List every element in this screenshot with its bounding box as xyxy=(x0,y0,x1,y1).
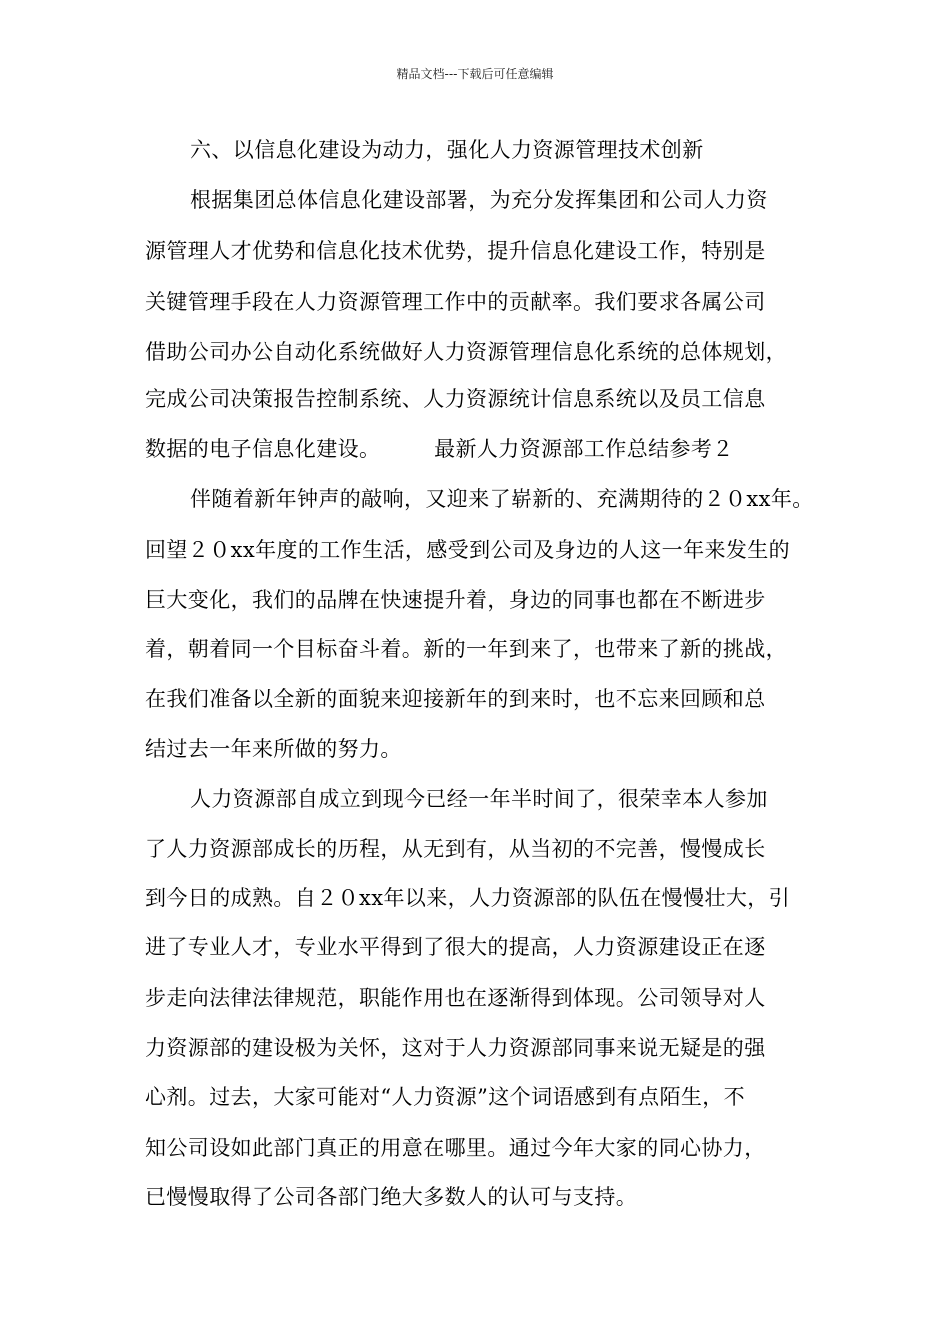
paragraph-line: 在我们准备以全新的面貌来迎接新年的到来时，也不忘来回顾和总 xyxy=(145,687,766,711)
page-header: 精品文档---下载后可任意编辑 xyxy=(396,67,554,81)
paragraph-line: 到今日的成熟。自２０xx年以来，人力资源部的队伍在慢慢壮大，引 xyxy=(145,886,791,910)
paragraph-line: 伴随着新年钟声的敲响，又迎来了崭新的、充满期待的２０xx年。 xyxy=(190,487,814,511)
paragraph-line: 数据的电子信息化建设。 最新人力资源部工作总结参考２ xyxy=(145,437,734,461)
paragraph-line: 着，朝着同一个目标奋斗着。新的一年到来了，也带来了新的挑战， xyxy=(145,637,787,661)
paragraph-line: 步走向法律法律规范，职能作用也在逐渐得到体现。公司领导对人 xyxy=(145,986,766,1010)
paragraph-line: 知公司设如此部门真正的用意在哪里。通过今年大家的同心协力， xyxy=(145,1136,766,1160)
section-heading: 六、以信息化建设为动力，强化人力资源管理技术创新 xyxy=(190,138,704,162)
paragraph-line: 人力资源部自成立到现今已经一年半时间了，很荣幸本人参加 xyxy=(190,787,768,811)
paragraph-line: 完成公司决策报告控制系统、人力资源统计信息系统以及员工信息 xyxy=(145,387,766,411)
paragraph-line: 巨大变化，我们的品牌在快速提升着，身边的同事也都在不断进步 xyxy=(145,588,766,612)
paragraph-line: 了人力资源部成长的历程，从无到有，从当初的不完善，慢慢成长 xyxy=(145,837,766,861)
paragraph-line: 结过去一年来所做的努力。 xyxy=(145,737,402,761)
paragraph-line: 心剂。过去，大家可能对“人力资源”这个词语感到有点陌生，不 xyxy=(145,1085,746,1109)
paragraph-line: 回望２０xx年度的工作生活，感受到公司及身边的人这一年来发生的 xyxy=(145,538,791,562)
paragraph-line: 已慢慢取得了公司各部门绝大多数人的认可与支持。 xyxy=(145,1185,638,1209)
paragraph-line: 借助公司办公自动化系统做好人力资源管理信息化系统的总体规划， xyxy=(145,340,787,364)
paragraph-line: 关键管理手段在人力资源管理工作中的贡献率。我们要求各属公司 xyxy=(145,290,766,314)
paragraph-line: 根据集团总体信息化建设部署，为充分发挥集团和公司人力资 xyxy=(190,188,768,212)
paragraph-line: 力资源部的建设极为关怀，这对于人力资源部同事来说无疑是的强 xyxy=(145,1036,766,1060)
paragraph-line: 源管理人才优势和信息化技术优势，提升信息化建设工作，特别是 xyxy=(145,239,766,263)
paragraph-line: 进了专业人才，专业水平得到了很大的提高，人力资源建设正在逐 xyxy=(145,935,766,959)
